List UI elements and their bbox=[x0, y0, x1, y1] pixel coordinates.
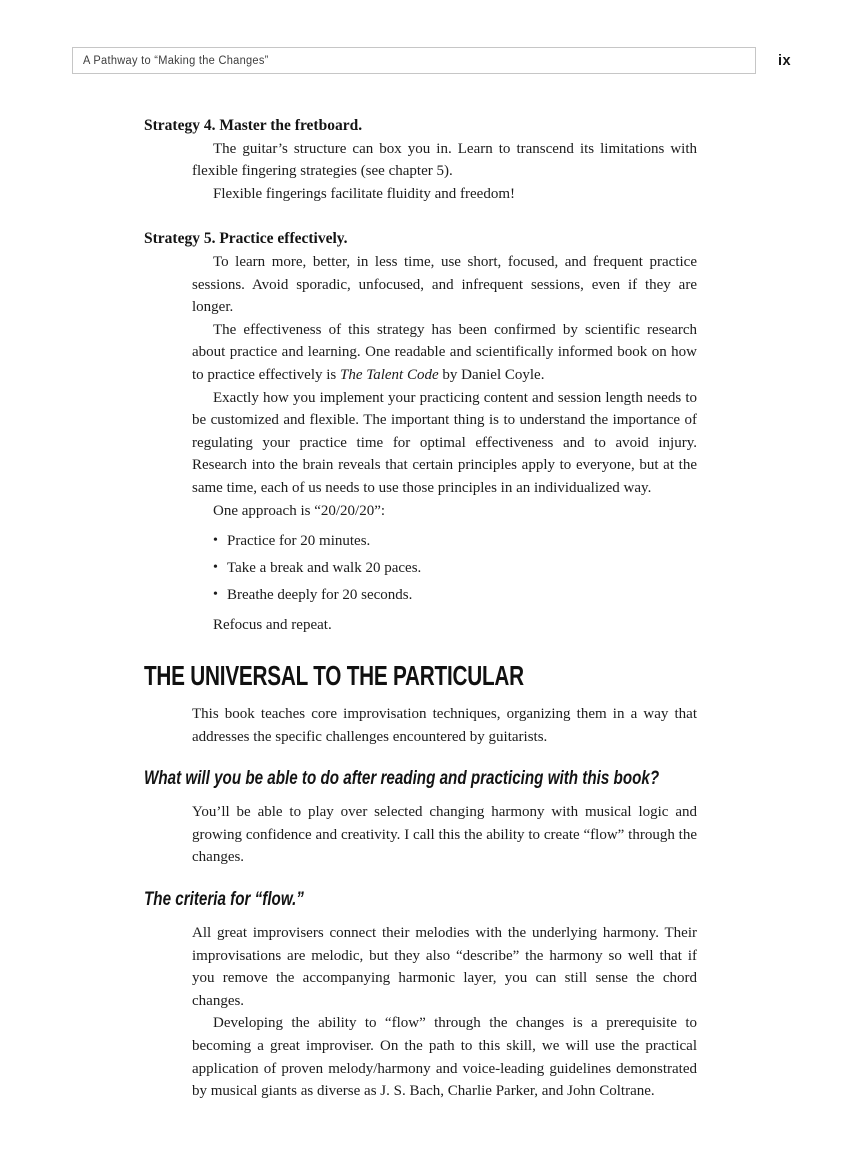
strategy-4-heading: Strategy 4. Master the fretboard. bbox=[144, 117, 363, 134]
strategy-5-paragraph-2-text: The effectiveness of this strategy has been confirmed by scientific research about practice and learning. One readable and scientifically informed book on how to practice effectively is bbox=[192, 321, 697, 383]
page-number: ix bbox=[778, 53, 792, 69]
section-heading-universal-to-particular: THE UNIVERSAL TO THE PARTICULAR bbox=[144, 660, 524, 692]
list-item: • Practice for 20 minutes. bbox=[192, 528, 697, 555]
strategy-5-paragraph-4: One approach is “20/20/20”: bbox=[213, 502, 386, 519]
subsection-heading-what-will-you-do: What will you be able to do after reading and practicing with this book? bbox=[144, 768, 660, 790]
strategy-5-paragraph-2-tail: by Daniel Coyle. bbox=[438, 366, 545, 383]
universal-paragraph-1: This book teaches core improvisation techniques, organizing them in a way that addresses the specific challenges encountered by guitarists. bbox=[192, 706, 697, 745]
sub2-paragraph-1: All great improvisers connect their melodies with the underlying harmony. Their improvisations are melodic, but they also “describe” the harmony so well that if you remove the accompanying harmonic layer, you can still sense the chord changes. bbox=[192, 925, 697, 1009]
list-item: • Breathe deeply for 20 seconds. bbox=[192, 582, 697, 609]
twenty-twenty-twenty-list bbox=[192, 528, 697, 608]
strategy-5-heading: Strategy 5. Practice effectively. bbox=[144, 230, 348, 248]
strategy-5-paragraph-1: To learn more, better, in less time, use short, focused, and frequent practice sessions. Avoid sporadic, unfocused, and infrequent sessions, even if they are longer. bbox=[192, 253, 697, 316]
subsection-heading-criteria-for-flow: The criteria for “flow.” bbox=[144, 889, 304, 911]
strategy-4-paragraph-1: The guitar’s structure can box you in. Learn to transcend its limitations with flexible fingering strategies (see chapter 5). bbox=[192, 140, 697, 180]
strategy-5-paragraph-2 bbox=[192, 319, 697, 387]
sub2-paragraph-2: Developing the ability to “flow” through the changes is a prerequisite to becoming a great improviser. On the path to this skill, we will use the practical application of proven melody/harmony and voice-leading guidelines demonstrated by musical giants as diverse as J. S. Bach, Charlie Parker, and John Coltrane. bbox=[192, 1015, 697, 1100]
book-title-talent-code: The Talent Code bbox=[340, 366, 439, 383]
running-header bbox=[72, 47, 756, 74]
strategy-5-paragraph-3: Exactly how you implement your practicing content and session length needs to be customized and flexible. The important thing is to understand the importance of regulating your practice time for optimal effectiveness and to avoid injury. Research into the brain reveals that certain principles apply to everyone, but at the same time, each of us needs to use those principles in an individualized way. bbox=[192, 389, 697, 496]
page-content bbox=[144, 115, 700, 1103]
running-header-title: A Pathway to “Making the Changes” bbox=[83, 54, 269, 67]
strategy-4-paragraph-2: Flexible fingerings facilitate fluidity and freedom! bbox=[213, 185, 515, 202]
strategy-5-paragraph-5: Refocus and repeat. bbox=[213, 617, 332, 634]
list-item: • Take a break and walk 20 paces. bbox=[192, 555, 697, 582]
sub1-paragraph-1: You’ll be able to play over selected changing harmony with musical logic and growing confidence and creativity. I call this the ability to create “flow” through the changes. bbox=[192, 804, 697, 866]
